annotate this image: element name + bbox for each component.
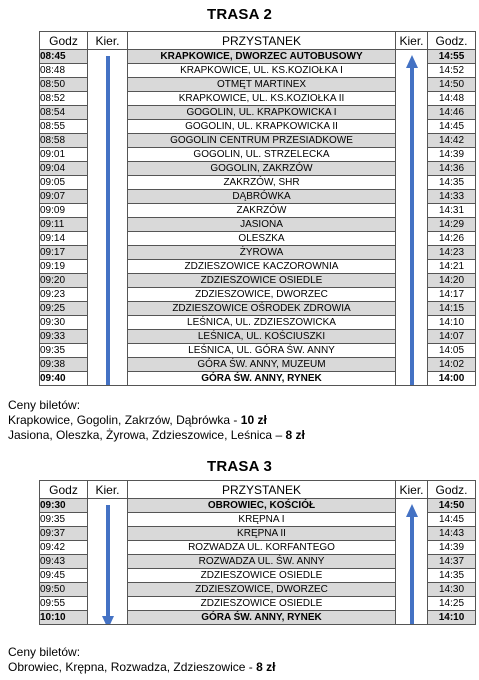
arrow-down-icon	[88, 499, 128, 625]
stop-name: GOGOLIN CENTRUM PRZESIADKOWE	[128, 134, 396, 148]
departure-time: 09:43	[40, 555, 88, 569]
stop-name: ŻYROWA	[128, 246, 396, 260]
return-time: 14:15	[428, 302, 476, 316]
departure-time: 09:30	[40, 316, 88, 330]
departure-time: 09:14	[40, 232, 88, 246]
return-time: 14:21	[428, 260, 476, 274]
stop-name: KRAPKOWICE, UL. KS.KOZIOŁKA II	[128, 92, 396, 106]
departure-time: 08:45	[40, 50, 88, 64]
price-line-1	[8, 660, 275, 675]
departure-time: 09:05	[40, 176, 88, 190]
departure-time: 10:10	[40, 611, 88, 625]
stop-name: ZDZIESZOWICE OSIEDLE	[128, 597, 396, 611]
stop-name: GÓRA ŚW. ANNY, RYNEK	[128, 372, 396, 386]
stop-name: OTMĘT MARTINEX	[128, 78, 396, 92]
stop-name: LEŚNICA, UL. KOŚCIUSZKI	[128, 330, 396, 344]
stop-name: ZDZIESZOWICE, DWORZEC	[128, 583, 396, 597]
route2-title: TRASA 2	[206, 6, 273, 23]
route3-rows	[40, 499, 476, 625]
departure-time: 08:52	[40, 92, 88, 106]
price-line-2	[8, 428, 305, 443]
table-row	[40, 50, 476, 64]
arrow-up-icon	[396, 50, 428, 386]
stop-name: DĄBRÓWKA	[128, 190, 396, 204]
price-line-2-text: Jasiona, Oleszka, Żyrowa, Zdzieszowice, Leśnica –	[8, 428, 286, 442]
return-time: 14:31	[428, 204, 476, 218]
route2-prices	[8, 398, 305, 443]
table-row	[40, 499, 476, 513]
header-direction-down: Kier.	[88, 32, 128, 50]
route2-timetable	[39, 31, 476, 386]
return-time: 14:33	[428, 190, 476, 204]
return-time: 14:52	[428, 64, 476, 78]
return-time: 14:20	[428, 274, 476, 288]
departure-time: 09:25	[40, 302, 88, 316]
return-time: 14:48	[428, 92, 476, 106]
return-time: 14:50	[428, 78, 476, 92]
return-time: 14:50	[428, 499, 476, 513]
prices-heading: Ceny biletów:	[8, 398, 81, 412]
return-time: 14:42	[428, 134, 476, 148]
stop-name: ZDZIESZOWICE KACZOROWNIA	[128, 260, 396, 274]
return-time: 14:43	[428, 527, 476, 541]
header-return-time: Godz.	[428, 32, 476, 50]
return-time: 14:25	[428, 597, 476, 611]
prices-heading: Ceny biletów:	[8, 645, 81, 659]
return-time: 14:55	[428, 50, 476, 64]
header-stop: PRZYSTANEK	[128, 481, 396, 499]
departure-time: 09:50	[40, 583, 88, 597]
departure-time: 09:45	[40, 569, 88, 583]
stop-name: KRĘPNA II	[128, 527, 396, 541]
return-time: 14:37	[428, 555, 476, 569]
route2-rows	[40, 50, 476, 386]
direction-up-cell	[396, 50, 428, 386]
stop-name: ZAKRZÓW, SHR	[128, 176, 396, 190]
return-time: 14:46	[428, 106, 476, 120]
stop-name: KRAPKOWICE, UL. KS.KOZIOŁKA I	[128, 64, 396, 78]
return-time: 14:17	[428, 288, 476, 302]
stop-name: KRAPKOWICE, DWORZEC AUTOBUSOWY	[128, 50, 396, 64]
stop-name: ZDZIESZOWICE OSIEDLE	[128, 274, 396, 288]
price-line-1	[8, 413, 305, 428]
stop-name: GÓRA ŚW. ANNY, MUZEUM	[128, 358, 396, 372]
departure-time: 08:48	[40, 64, 88, 78]
departure-time: 08:50	[40, 78, 88, 92]
departure-time: 09:42	[40, 541, 88, 555]
route3-timetable	[39, 480, 476, 625]
return-time: 14:35	[428, 176, 476, 190]
stop-name: ROZWADZA UL. KORFANTEGO	[128, 541, 396, 555]
stop-name: LEŚNICA, UL. GÓRA ŚW. ANNY	[128, 344, 396, 358]
price-line-1-price: 8 zł	[256, 660, 276, 674]
return-time: 14:05	[428, 344, 476, 358]
departure-time: 09:19	[40, 260, 88, 274]
price-line-1-text: Krapkowice, Gogolin, Zakrzów, Dąbrówka -	[8, 413, 241, 427]
return-time: 14:02	[428, 358, 476, 372]
header-departure-time: Godz	[40, 481, 88, 499]
header-direction-down: Kier.	[88, 481, 128, 499]
stop-name: LEŚNICA, UL. ZDZIESZOWICKA	[128, 316, 396, 330]
departure-time: 09:35	[40, 344, 88, 358]
arrow-down-icon	[88, 50, 128, 386]
departure-time: 09:37	[40, 527, 88, 541]
stop-name: ZAKRZÓW	[128, 204, 396, 218]
stop-name: GOGOLIN, ZAKRZÓW	[128, 162, 396, 176]
route3-prices	[8, 645, 275, 675]
return-time: 14:23	[428, 246, 476, 260]
departure-time: 09:09	[40, 204, 88, 218]
departure-time: 08:54	[40, 106, 88, 120]
direction-up-cell	[396, 499, 428, 625]
departure-time: 09:07	[40, 190, 88, 204]
return-time: 14:39	[428, 541, 476, 555]
return-time: 14:00	[428, 372, 476, 386]
header-direction-up: Kier.	[396, 481, 428, 499]
departure-time: 09:35	[40, 513, 88, 527]
departure-time: 09:20	[40, 274, 88, 288]
return-time: 14:07	[428, 330, 476, 344]
header-direction-up: Kier.	[396, 32, 428, 50]
stop-name: GOGOLIN, UL. KRAPKOWICKA II	[128, 120, 396, 134]
stop-name: ZDZIESZOWICE OŚRODEK ZDROWIA	[128, 302, 396, 316]
stop-name: OBROWIEC, KOŚCIÓŁ	[128, 499, 396, 513]
departure-time: 09:30	[40, 499, 88, 513]
arrow-up-icon	[396, 499, 428, 625]
price-line-1-text: Obrowiec, Krępna, Rozwadza, Zdzieszowice -	[8, 660, 257, 674]
departure-time: 09:01	[40, 148, 88, 162]
header-departure-time: Godz	[40, 32, 88, 50]
return-time: 14:10	[428, 316, 476, 330]
price-line-1-price: 10 zł	[240, 413, 267, 427]
return-time: 14:29	[428, 218, 476, 232]
stop-name: ROZWADZA UL. ŚW. ANNY	[128, 555, 396, 569]
stop-name: OLESZKA	[128, 232, 396, 246]
return-time: 14:30	[428, 583, 476, 597]
departure-time: 09:04	[40, 162, 88, 176]
departure-time: 08:55	[40, 120, 88, 134]
return-time: 14:45	[428, 513, 476, 527]
stop-name: JASIONA	[128, 218, 396, 232]
return-time: 14:10	[428, 611, 476, 625]
stop-name: GÓRA ŚW. ANNY, RYNEK	[128, 611, 396, 625]
departure-time: 09:55	[40, 597, 88, 611]
departure-time: 09:17	[40, 246, 88, 260]
departure-time: 09:33	[40, 330, 88, 344]
route3-title: TRASA 3	[206, 458, 273, 475]
departure-time: 09:40	[40, 372, 88, 386]
return-time: 14:36	[428, 162, 476, 176]
departure-time: 09:38	[40, 358, 88, 372]
header-return-time: Godz.	[428, 481, 476, 499]
stop-name: GOGOLIN, UL. STRZELECKA	[128, 148, 396, 162]
direction-down-cell	[88, 499, 128, 625]
direction-down-cell	[88, 50, 128, 386]
departure-time: 08:58	[40, 134, 88, 148]
stop-name: ZDZIESZOWICE OSIEDLE	[128, 569, 396, 583]
price-line-2-price: 8 zł	[285, 428, 305, 442]
stop-name: ZDZIESZOWICE, DWORZEC	[128, 288, 396, 302]
departure-time: 09:23	[40, 288, 88, 302]
stop-name: GOGOLIN, UL. KRAPKOWICKA I	[128, 106, 396, 120]
return-time: 14:26	[428, 232, 476, 246]
return-time: 14:39	[428, 148, 476, 162]
return-time: 14:45	[428, 120, 476, 134]
return-time: 14:35	[428, 569, 476, 583]
header-stop: PRZYSTANEK	[128, 32, 396, 50]
stop-name: KRĘPNA I	[128, 513, 396, 527]
departure-time: 09:11	[40, 218, 88, 232]
